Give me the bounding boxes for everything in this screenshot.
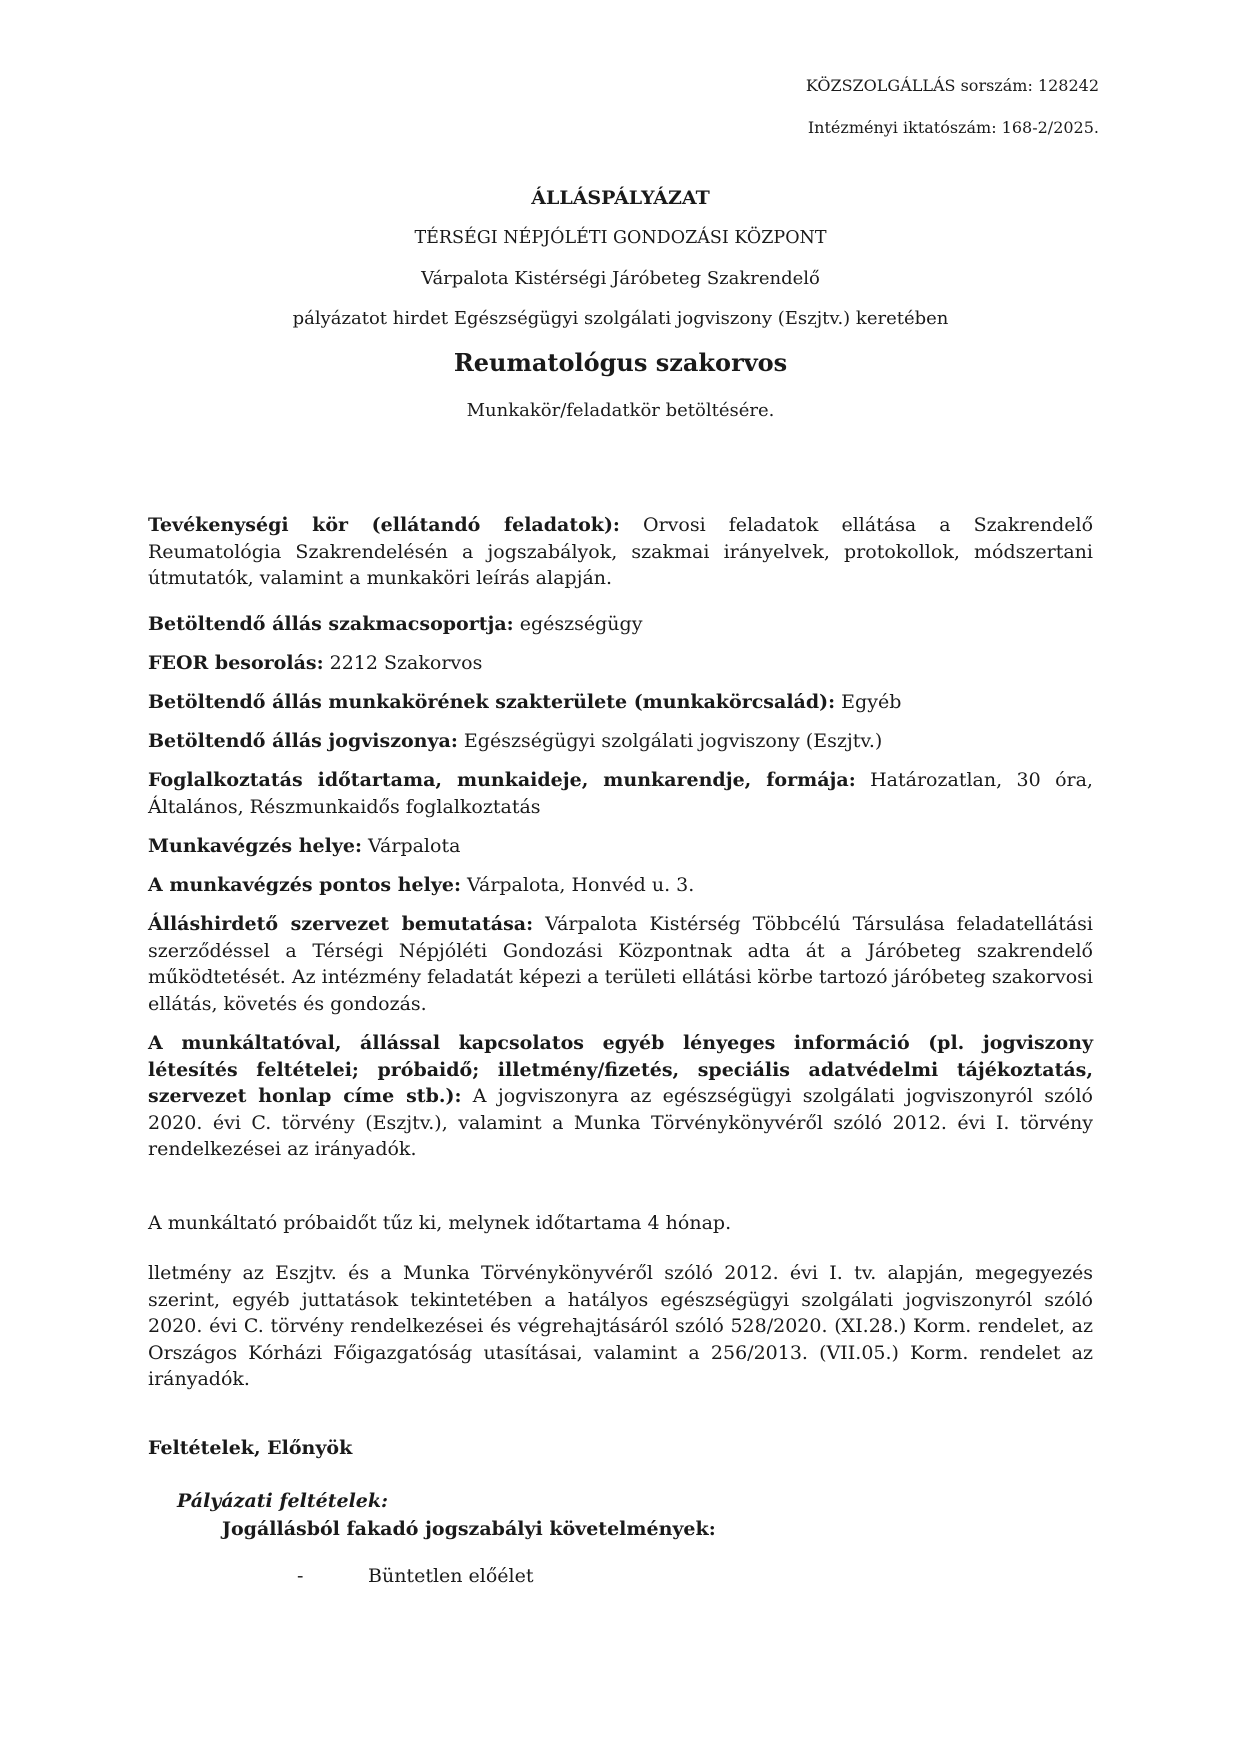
field-value: egészségügy	[513, 613, 643, 635]
field-value: Egészségügyi szolgálati jogviszony (Eszjtv.)	[457, 730, 883, 752]
field-other-info	[148, 1030, 1093, 1163]
field-employment-terms	[148, 767, 1093, 820]
field-value: Határozatlan, 30 óra, Általános, Részmunkaidős foglalkoztatás	[148, 769, 1093, 818]
list-item-text: Büntetlen előélet	[368, 1565, 534, 1587]
field-job-family	[148, 689, 1093, 716]
field-value: Várpalota Kistérség Többcélú Társulása feladatellátási szerződéssel a Térségi Népjóléti Gondozási Központnak adta át a Járóbeteg szakrendelő működtetését. Az intézmény feladatát képezi a területi ellátási körbe tartozó járóbeteg szakorvosi ellátás, követés és gondozás.	[148, 913, 1094, 1015]
field-label: Betöltendő állás jogviszonya:	[148, 730, 458, 752]
field-value: 2212 Szakorvos	[323, 652, 483, 674]
field-label: Álláshirdető szervezet bemutatása:	[148, 913, 534, 935]
field-value: Várpalota, Honvéd u. 3.	[460, 874, 695, 896]
field-legal-relation	[148, 728, 1093, 755]
salary-text: lletmény az Eszjtv. és a Munka Törvénykönyvéről szóló 2012. évi I. tv. alapján, megegyezés szerint, egyéb juttatások tekintetében a hatályos egészségügyi szolgálati jogviszonyról szóló 2020. évi C. törvény rendelkezései és végrehajtásáról szóló 528/2020. (XI.28.) Korm. rendelet, az Országos Kórházi Főigazgatóság utasításai, valamint a 256/2013. (VII.05.) Korm. rendelet az irányadók.	[148, 1262, 1093, 1390]
field-value: Várpalota	[362, 835, 461, 857]
application-conditions-heading: Pályázati feltételek:	[177, 1490, 389, 1512]
field-value: A jogviszonyra az egészségügyi szolgálati jogviszonyról szóló 2020. évi C. törvény (Eszjtv.), valamint a Munka Törvénykönyvéről szóló 2012. évi I. törvény rendelkezései az irányadók.	[148, 1085, 1094, 1160]
field-workplace	[148, 833, 1093, 860]
serial-number: KÖZSZOLGÁLLÁS sorszám: 128242	[805, 76, 1099, 95]
field-label: Betöltendő állás munkakörének szakterülete (munkakörcsalád):	[148, 691, 836, 713]
field-organization-intro	[148, 911, 1093, 1017]
field-activity	[148, 512, 1093, 592]
organization-name: TÉRSÉGI NÉPJÓLÉTI GONDOZÁSI KÖZPONT	[414, 228, 827, 248]
field-label: A munkáltatóval, állással kapcsolatos egyéb lényeges információ (pl. jogviszony létesítés feltételei; próbaidő; illetmény/fizetés, speciális adatvédelmi tájékoztatás, szervezet honlap címe stb.):	[148, 1032, 1093, 1107]
field-exact-workplace	[148, 872, 1093, 899]
job-title: Reumatológus szakorvos	[453, 348, 788, 377]
field-label: Foglalkoztatás időtartama, munkaideje, munkarendje, formája:	[148, 769, 856, 791]
conditions-heading: Feltételek, Előnyök	[148, 1437, 353, 1459]
field-value: Orvosi feladatok ellátása a Szakrendelő Reumatológia Szakrendelésén a jogszabályok, szakmai irányelvek, protokollok, módszertani útmutatók, valamint a munkaköri leírás alapján.	[148, 514, 1094, 589]
field-feor	[148, 650, 1093, 677]
filing-number: Intézményi iktatószám: 168-2/2025.	[807, 118, 1099, 137]
salary-paragraph	[148, 1260, 1093, 1393]
field-label: Tevékenységi kör (ellátandó feladatok):	[148, 514, 620, 536]
role-line: Munkakör/feladatkör betöltésére.	[466, 400, 775, 421]
probation-paragraph	[148, 1210, 1093, 1237]
field-value: Egyéb	[835, 691, 902, 713]
field-label: Munkavégzés helye:	[148, 835, 363, 857]
legal-requirements-heading: Jogállásból fakadó jogszabályi követelmények:	[222, 1518, 716, 1540]
document-title: ÁLLÁSPÁLYÁZAT	[531, 187, 710, 209]
field-profession-group	[148, 611, 1093, 638]
list-bullet: -	[297, 1565, 304, 1587]
field-label: FEOR besorolás:	[148, 652, 324, 674]
field-label: A munkavégzés pontos helye:	[148, 874, 461, 896]
intro-line: pályázatot hirdet Egészségügyi szolgálati jogviszony (Eszjtv.) keretében	[292, 308, 949, 329]
sub-unit-name: Várpalota Kistérségi Járóbeteg Szakrendelő	[421, 268, 820, 289]
probation-text: A munkáltató próbaidőt tűz ki, melynek időtartama 4 hónap.	[148, 1212, 732, 1234]
field-label: Betöltendő állás szakmacsoportja:	[148, 613, 514, 635]
